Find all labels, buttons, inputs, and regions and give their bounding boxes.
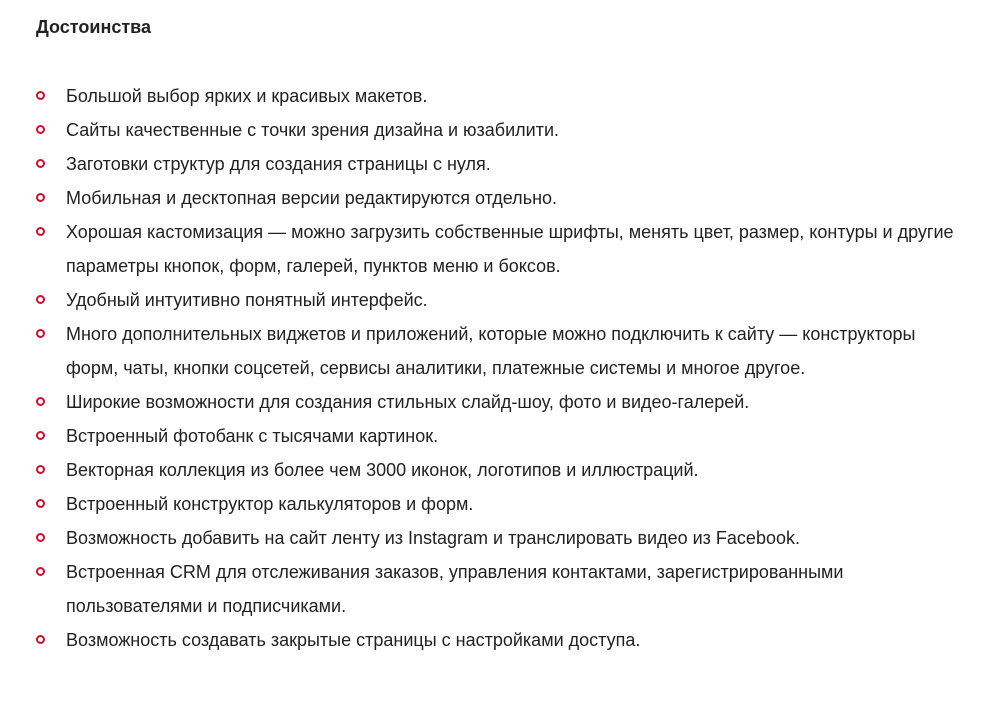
list-item bbox=[36, 419, 966, 453]
list-item bbox=[36, 215, 966, 283]
list-item-text: Широкие возможности для создания стильных слайд-шоу, фото и видео-галерей. bbox=[66, 392, 750, 412]
section-title: Достоинства bbox=[36, 17, 151, 37]
list-item-text: Мобильная и десктопная версии редактируются отдельно. bbox=[66, 188, 558, 208]
circle-bullet-icon bbox=[36, 397, 45, 406]
list-item bbox=[36, 283, 966, 317]
list-item-text: Встроенный фотобанк с тысячами картинок. bbox=[66, 426, 439, 446]
list-item bbox=[36, 385, 966, 419]
list-item bbox=[36, 453, 966, 487]
circle-bullet-icon bbox=[36, 431, 45, 440]
circle-bullet-icon bbox=[36, 159, 45, 168]
list-item-text: Удобный интуитивно понятный интерфейс. bbox=[66, 290, 428, 310]
circle-bullet-icon bbox=[36, 567, 45, 576]
circle-bullet-icon bbox=[36, 295, 45, 304]
advantages-list bbox=[36, 79, 966, 657]
list-item bbox=[36, 487, 966, 521]
list-item-text: Большой выбор ярких и красивых макетов. bbox=[66, 86, 428, 106]
list-item-text: Много дополнительных виджетов и приложений, которые можно подключить к сайту — конструкторы форм, чаты, кнопки соцсетей, сервисы аналитики, платежные системы и многое другое. bbox=[66, 324, 916, 378]
list-item-text: Сайты качественные с точки зрения дизайна и юзабилити. bbox=[66, 120, 560, 140]
list-item bbox=[36, 181, 966, 215]
list-item bbox=[36, 79, 966, 113]
list-item-text: Возможность создавать закрытые страницы с настройками доступа. bbox=[66, 630, 641, 650]
list-item bbox=[36, 521, 966, 555]
list-item-text: Встроенная CRM для отслеживания заказов, управления контактами, зарегистрированными пользователями и подписчиками. bbox=[66, 562, 844, 616]
list-item bbox=[36, 555, 966, 623]
circle-bullet-icon bbox=[36, 533, 45, 542]
list-item-text: Хорошая кастомизация — можно загрузить собственные шрифты, менять цвет, размер, контуры и другие параметры кнопок, форм, галерей, пунктов меню и боксов. bbox=[66, 222, 954, 276]
circle-bullet-icon bbox=[36, 635, 45, 644]
list-item-text: Встроенный конструктор калькуляторов и форм. bbox=[66, 494, 474, 514]
circle-bullet-icon bbox=[36, 91, 45, 100]
list-item-text: Возможность добавить на сайт ленту из Instagram и транслировать видео из Facebook. bbox=[66, 528, 800, 548]
list-item bbox=[36, 317, 966, 385]
circle-bullet-icon bbox=[36, 125, 45, 134]
list-item bbox=[36, 623, 966, 657]
circle-bullet-icon bbox=[36, 227, 45, 236]
list-item bbox=[36, 147, 966, 181]
circle-bullet-icon bbox=[36, 499, 45, 508]
list-item-text: Заготовки структур для создания страницы с нуля. bbox=[66, 154, 491, 174]
circle-bullet-icon bbox=[36, 193, 45, 202]
circle-bullet-icon bbox=[36, 465, 45, 474]
list-item bbox=[36, 113, 966, 147]
circle-bullet-icon bbox=[36, 329, 45, 338]
list-item-text: Векторная коллекция из более чем 3000 иконок, логотипов и иллюстраций. bbox=[66, 460, 699, 480]
